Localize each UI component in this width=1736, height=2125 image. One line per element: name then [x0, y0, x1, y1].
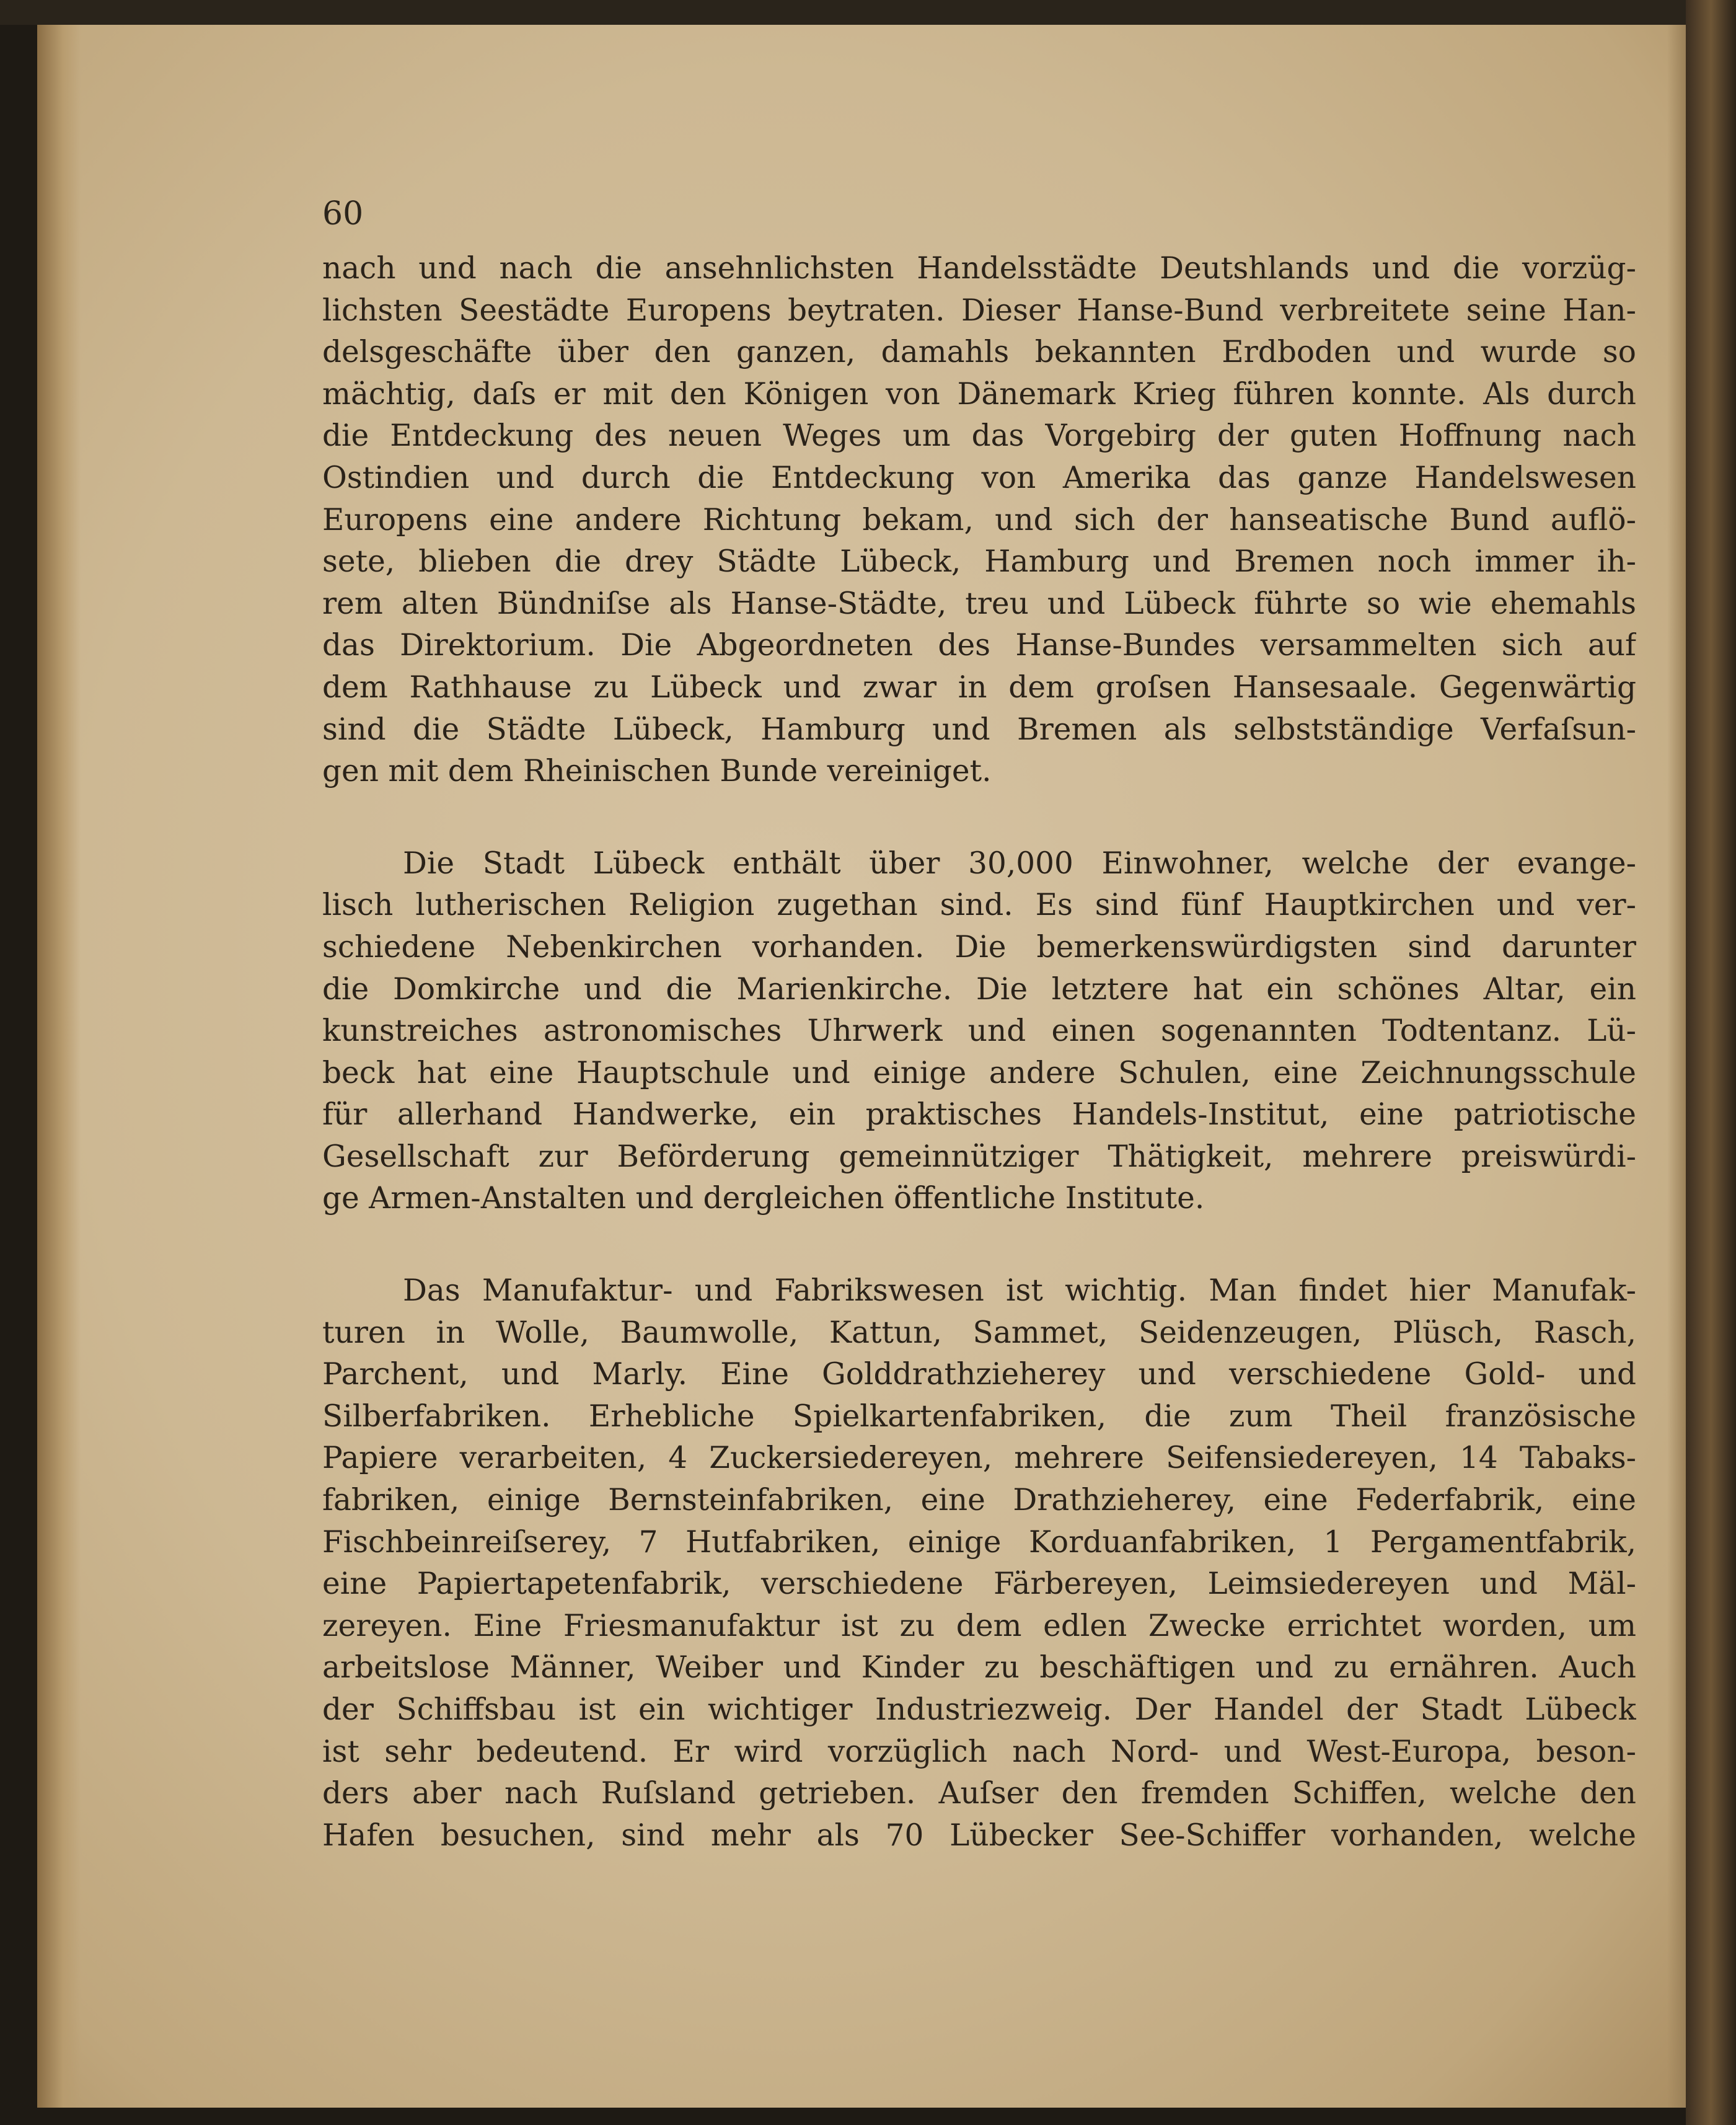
text-line: delsgeschäfte über den ganzen, damahls bekannten Erdboden und wurde so	[322, 335, 1636, 370]
text-line: Ostindien und durch die Entdeckung von Amerika das ganze Handelswesen	[322, 460, 1636, 495]
text-line: Papiere verarbeiten, 4 Zuckersiedereyen, mehrere Seifensiedereyen, 14 Tabaks-	[322, 1441, 1636, 1476]
text-line: die Domkirche und die Marienkirche. Die letztere hat ein schönes Altar, ein	[322, 971, 1636, 1007]
text-line: mächtig, daſs er mit den Königen von Dänemark Krieg führen konnte. Als durch	[322, 376, 1636, 412]
text-line: Das Manufaktur- und Fabrikswesen ist wichtig. Man findet hier Manufak-	[403, 1273, 1636, 1309]
book-spine	[1686, 0, 1736, 2125]
text-line: gen mit dem Rheinischen Bunde vereiniget.	[322, 754, 992, 789]
text-line: zereyen. Eine Friesmanufaktur ist zu dem edlen Zwecke errichtet worden, um	[322, 1608, 1636, 1643]
text-line: Fischbeinreiſserey, 7 Hutfabriken, einige Korduanfabriken, 1 Pergamentfabrik,	[322, 1524, 1636, 1560]
text-line: sete, blieben die drey Städte Lübeck, Hamburg und Bremen noch immer ih-	[322, 544, 1636, 580]
text-line: arbeitslose Männer, Weiber und Kinder zu beschäftigen und zu ernähren. Auch	[322, 1650, 1636, 1685]
text-line: für allerhand Handwerke, ein praktisches Handels-Institut, eine patriotische	[322, 1097, 1636, 1133]
text-line: schiedene Nebenkirchen vorhanden. Die bemerkenswürdigsten sind darunter	[322, 929, 1636, 965]
paragraph-gap	[322, 793, 1636, 843]
page-number: 60	[322, 195, 364, 232]
text-line: Die Stadt Lübeck enthält über 30,000 Einwohner, welche der evange-	[403, 846, 1636, 881]
text-line: ge Armen-Anstalten und dergleichen öffentliche Institute.	[322, 1181, 1205, 1216]
text-line: lichsten Seestädte Europens beytraten. Dieser Hanse-Bund verbreitete seine Han-	[322, 293, 1636, 328]
text-line: sind die Städte Lübeck, Hamburg und Bremen als selbstständige Verfaſsun-	[322, 712, 1636, 747]
text-line: dem Rathhause zu Lübeck und zwar in dem groſsen Hansesaale. Gegenwärtig	[322, 669, 1636, 705]
text-line: nach und nach die ansehnlichsten Handelsstädte Deutshlands und die vorzüg-	[322, 251, 1636, 286]
text-line: turen in Wolle, Baumwolle, Kattun, Sammet, Seidenzeugen, Plüsch, Rasch,	[322, 1315, 1636, 1350]
text-line: ders aber nach Ruſsland getrieben. Auſser den fremden Schiffen, welche den	[322, 1776, 1636, 1811]
text-line: kunstreiches astronomisches Uhrwerk und einen sogenannten Todtentanz. Lü-	[322, 1014, 1636, 1049]
text-line: eine Papiertapetenfabrik, verschiedene Färbereyen, Leimsiedereyen und Mäl-	[322, 1566, 1636, 1602]
text-line: der Schiffsbau ist ein wichtiger Industriezweig. Der Handel der Stadt Lübeck	[322, 1692, 1636, 1727]
text-line: beck hat eine Hauptschule und einige andere Schulen, eine Zeichnungsschule	[322, 1055, 1636, 1090]
paragraph-gap	[322, 1220, 1636, 1270]
scan-background-top	[0, 0, 1736, 25]
page-left-edge	[37, 25, 81, 2108]
text-line: lisch lutherischen Religion zugethan sind. Es sind fünf Hauptkirchen und ver-	[322, 888, 1636, 923]
paragraph-hanse-bund	[322, 248, 1636, 793]
text-line: Europens eine andere Richtung bekam, und sich der hanseatische Bund auflö-	[322, 502, 1636, 537]
paragraph-manufaktur	[322, 1270, 1636, 1857]
text-line: Parchent, und Marly. Eine Golddrathzieherey und verschiedene Gold- und	[322, 1357, 1636, 1392]
text-line: Gesellschaft zur Beförderung gemeinnütziger Thätigkeit, mehrere preiswürdi-	[322, 1139, 1636, 1174]
text-line: die Entdeckung des neuen Weges um das Vorgebirg der guten Hoffnung nach	[322, 418, 1636, 454]
text-line: das Direktorium. Die Abgeordneten des Hanse-Bundes versammelten sich auf	[322, 628, 1636, 663]
text-line: ist sehr bedeutend. Er wird vorzüglich nach Nord- und West-Europa, beson-	[322, 1734, 1636, 1769]
text-line: Silberfabriken. Erhebliche Spielkartenfabriken, die zum Theil französische	[322, 1398, 1636, 1434]
text-line: Hafen besuchen, sind mehr als 70 Lübecker See-Schiffer vorhanden, welche	[322, 1818, 1636, 1853]
text-line: rem alten Bündniſse als Hanse-Städte, treu und Lübeck führte so wie ehemahls	[322, 586, 1636, 621]
body-text	[322, 248, 1636, 1857]
paragraph-luebeck-religion	[322, 843, 1636, 1220]
text-line: fabriken, einige Bernsteinfabriken, eine Drathzieherey, eine Federfabrik, eine	[322, 1483, 1636, 1518]
